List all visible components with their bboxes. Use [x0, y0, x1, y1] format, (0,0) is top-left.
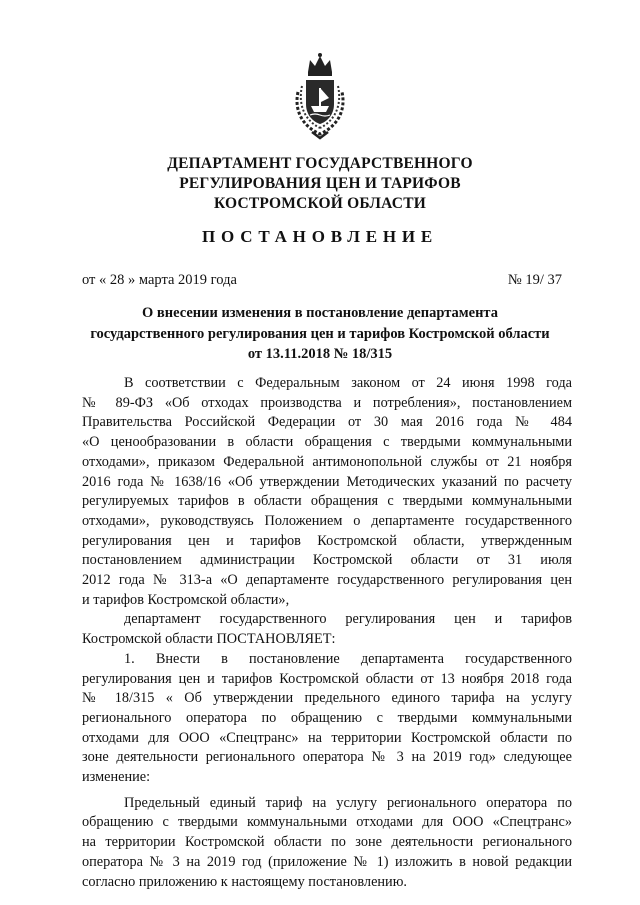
text-line: В соответствии с Федеральным законом от 24 июня 1998 года [124, 375, 572, 391]
document-number: № 19/ 37 [507, 272, 562, 288]
document-date: от « 28 » марта 2019 года [82, 272, 237, 288]
text-line: согласно приложению к настоящему постановлению. [82, 873, 407, 890]
department-name-line-3: КОСТРОМСКОЙ ОБЛАСТИ [213, 195, 426, 212]
text-line: регулируемых тарифов в области обращения с твердыми коммунальными [82, 493, 572, 510]
text-line: и тарифов Костромской области», [82, 591, 290, 608]
preamble-paragraph [82, 374, 572, 610]
text-line: оператора № 3 на 2019 год (приложение № 1) изложить в новой редакции [82, 853, 572, 870]
text-line: департамент государственного регулирования цен и тарифов [124, 611, 572, 628]
text-line: отходами», руководствуясь Положением о департаменте государственного [82, 512, 572, 529]
text-line: № 89-ФЗ «Об отходах производства и потребления», постановлением [82, 394, 572, 411]
document-body [82, 374, 572, 892]
text-line: Предельный единый тариф на услугу регионального оператора по [124, 794, 572, 811]
text-line: 1. Внести в постановление департамента государственного [124, 650, 572, 667]
text-line: регулирования цен и тарифов Костромской области, утвержденным [82, 532, 572, 549]
tariff-paragraph [82, 794, 572, 893]
text-line: на территории Костромской области по зоне деятельности регионального [82, 834, 572, 851]
clause-1-paragraph [82, 650, 572, 788]
resolution-paragraph [82, 610, 572, 649]
text-line: 2012 года № 313-а «О департаменте государственного регулирования цен [82, 572, 572, 589]
text-line: постановлением администрации Костромской области от 31 июля [82, 552, 572, 569]
subject-line: О внесении изменения в постановление департамента [142, 305, 498, 321]
text-line: отходами», приказом Федеральной антимонопольной службы от 21 ноября [82, 453, 572, 470]
text-line: обращению с твердыми коммунальными отходами для ООО «Спецтранс» [82, 814, 572, 831]
text-line: «О ценообразовании в области обращения с твердыми коммунальными [82, 434, 572, 451]
subject-line: от 13.11.2018 № 18/315 [247, 346, 393, 362]
date-line [82, 271, 562, 289]
text-line: Правительства Российской Федерации от 30 мая 2016 года № 484 [82, 414, 572, 431]
text-line: изменение: [82, 769, 151, 786]
text-line: зоне деятельности регионального оператора № 3 на 2019 год» следующее [82, 749, 572, 766]
text-line: № 18/315 « Об утверждении предельного единого тарифа на услугу [82, 690, 572, 707]
department-name-line-1: ДЕПАРТАМЕНТ ГОСУДАРСТВЕННОГО [167, 155, 473, 172]
text-line: Костромской области ПОСТАНОВЛЯЕТ: [82, 631, 336, 648]
department-name-line-2: РЕГУЛИРОВАНИЯ ЦЕН И ТАРИФОВ [179, 175, 461, 192]
document-subject [0, 303, 640, 365]
coat-of-arms-icon [290, 52, 350, 140]
text-line: регулирования цен и тарифов Костромской области от 13 ноября 2018 года [82, 670, 572, 687]
text-line: отходами для ООО «Спецтранс» на территории Костромской области по [82, 729, 572, 746]
document-type-title: ПОСТАНОВЛЕНИЕ [201, 227, 439, 246]
text-line: 2016 года № 1638/16 «Об утверждении Методических указаний по расчету [82, 473, 572, 490]
text-line: регионального оператора по обращению с твердыми коммунальными [82, 709, 572, 726]
subject-line: государственного регулирования цен и тарифов Костромской области [90, 325, 550, 342]
